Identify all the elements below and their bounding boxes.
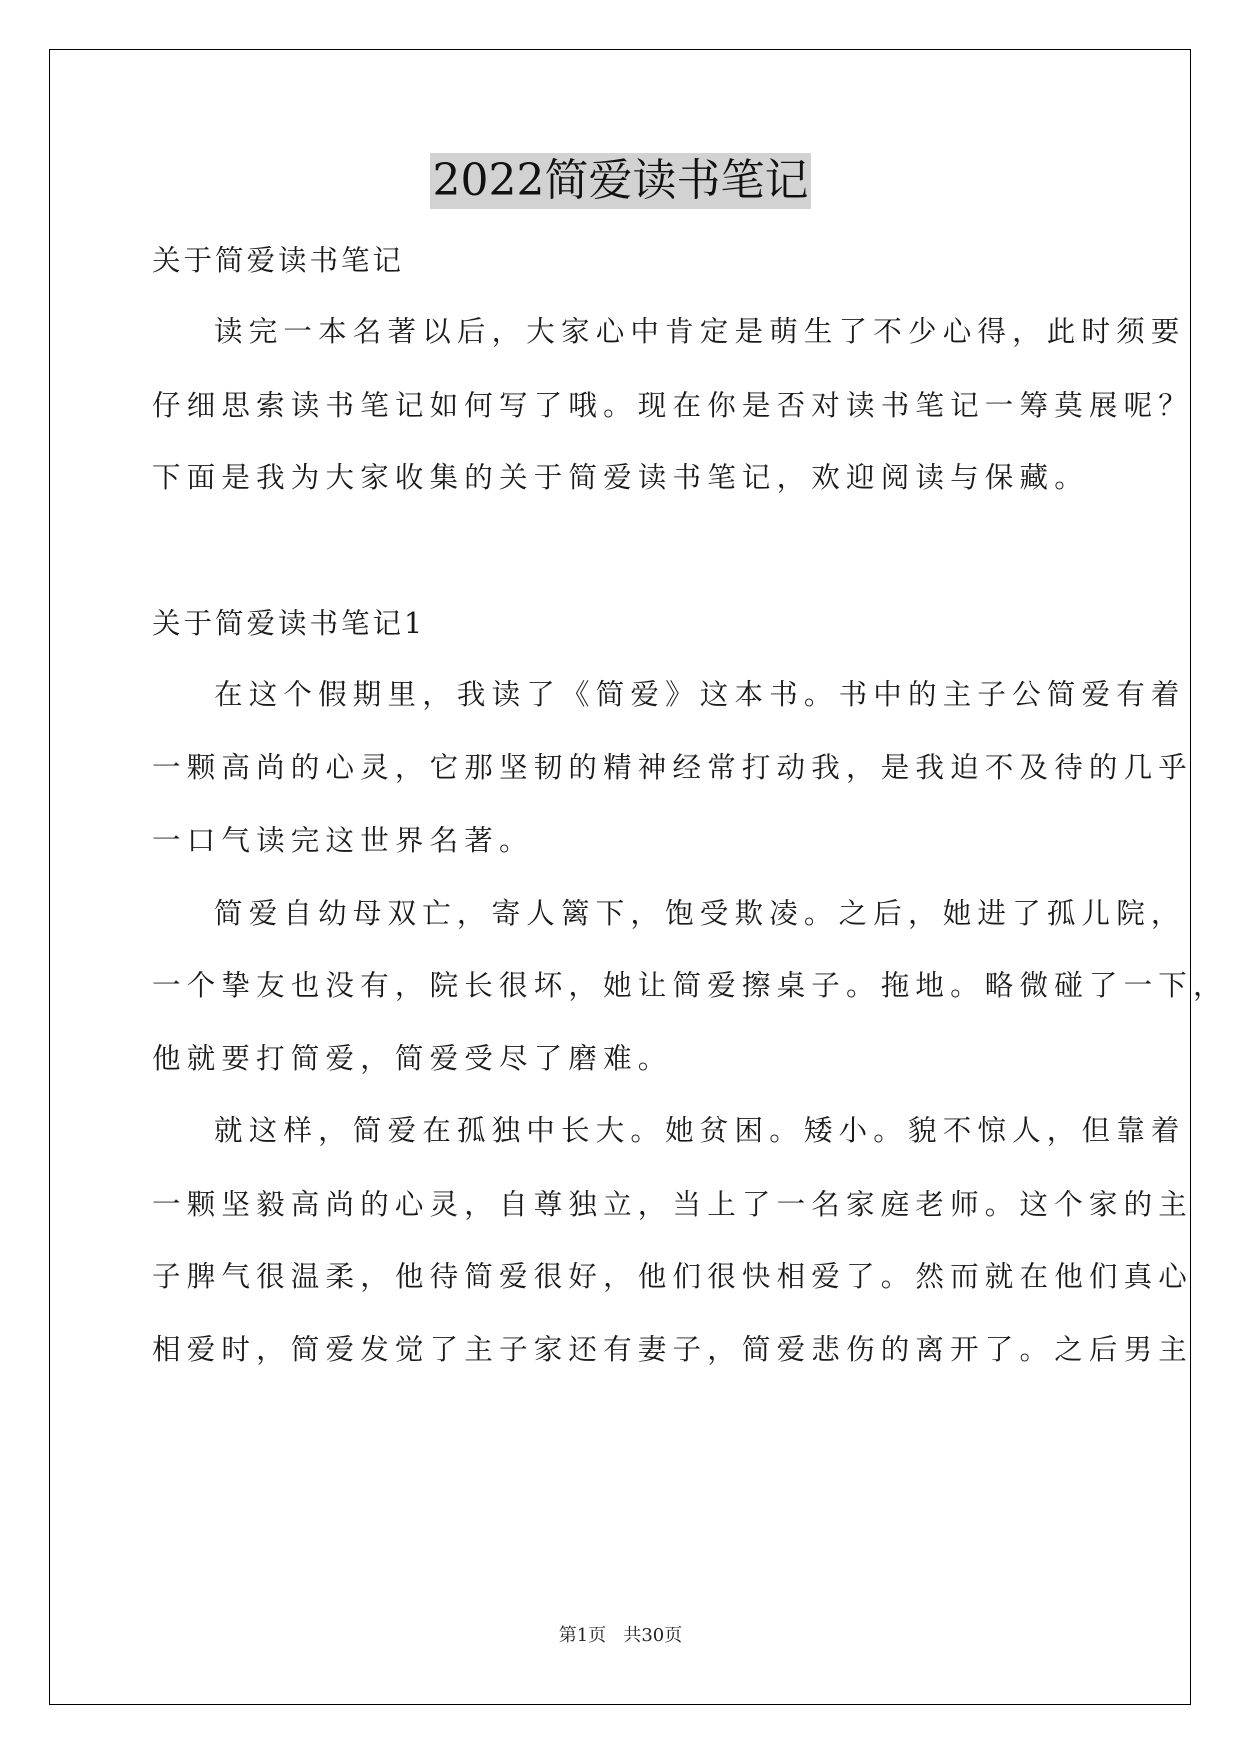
title-container [0, 153, 1241, 209]
intro-heading: 关于简爱读书笔记 [152, 244, 405, 277]
paragraph-line: 一个挚友也没有，院长很坏，她让简爱擦桌子。拖地。略微碰了一下， [152, 969, 1228, 1002]
paragraph-line: 仔细思索读书笔记如何写了哦。现在你是否对读书笔记一筹莫展呢？ [152, 389, 1194, 422]
paragraph-line: 一颗坚毅高尚的心灵，自尊独立，当上了一名家庭老师。这个家的主 [152, 1188, 1194, 1221]
paragraph-line: 就这样，简爱在孤独中长大。她贫困。矮小。貌不惊人，但靠着 [214, 1114, 1186, 1147]
document-title: 2022简爱读书笔记 [430, 153, 812, 209]
section-heading: 关于简爱读书笔记1 [152, 607, 426, 640]
page-footer [0, 1624, 1241, 1648]
paragraph-line: 读完一本名著以后，大家心中肯定是萌生了不少心得，此时须要 [214, 315, 1186, 348]
paragraph-line: 子脾气很温柔，他待简爱很好，他们很快相爱了。然而就在他们真心 [152, 1260, 1194, 1293]
paragraph-line: 简爱自幼母双亡，寄人篱下，饱受欺凌。之后，她进了孤儿院， [214, 897, 1186, 930]
paragraph-line: 他就要打简爱，简爱受尽了磨难。 [152, 1042, 673, 1075]
paragraph-line: 下面是我为大家收集的关于简爱读书笔记，欢迎阅读与保藏。 [152, 461, 1089, 494]
paragraph-line: 在这个假期里，我读了《简爱》这本书。书中的主子公简爱有着 [214, 678, 1186, 711]
paragraph-line: 相爱时，简爱发觉了主子家还有妻子，简爱悲伤的离开了。之后男主 [152, 1333, 1194, 1366]
paragraph-line: 一口气读完这世界名著。 [152, 824, 534, 857]
paragraph-line: 一颗高尚的心灵，它那坚韧的精神经常打动我，是我迫不及待的几乎 [152, 751, 1194, 784]
page-border [49, 49, 1194, 1705]
page-number: 第1页 共30页 [558, 1625, 683, 1646]
